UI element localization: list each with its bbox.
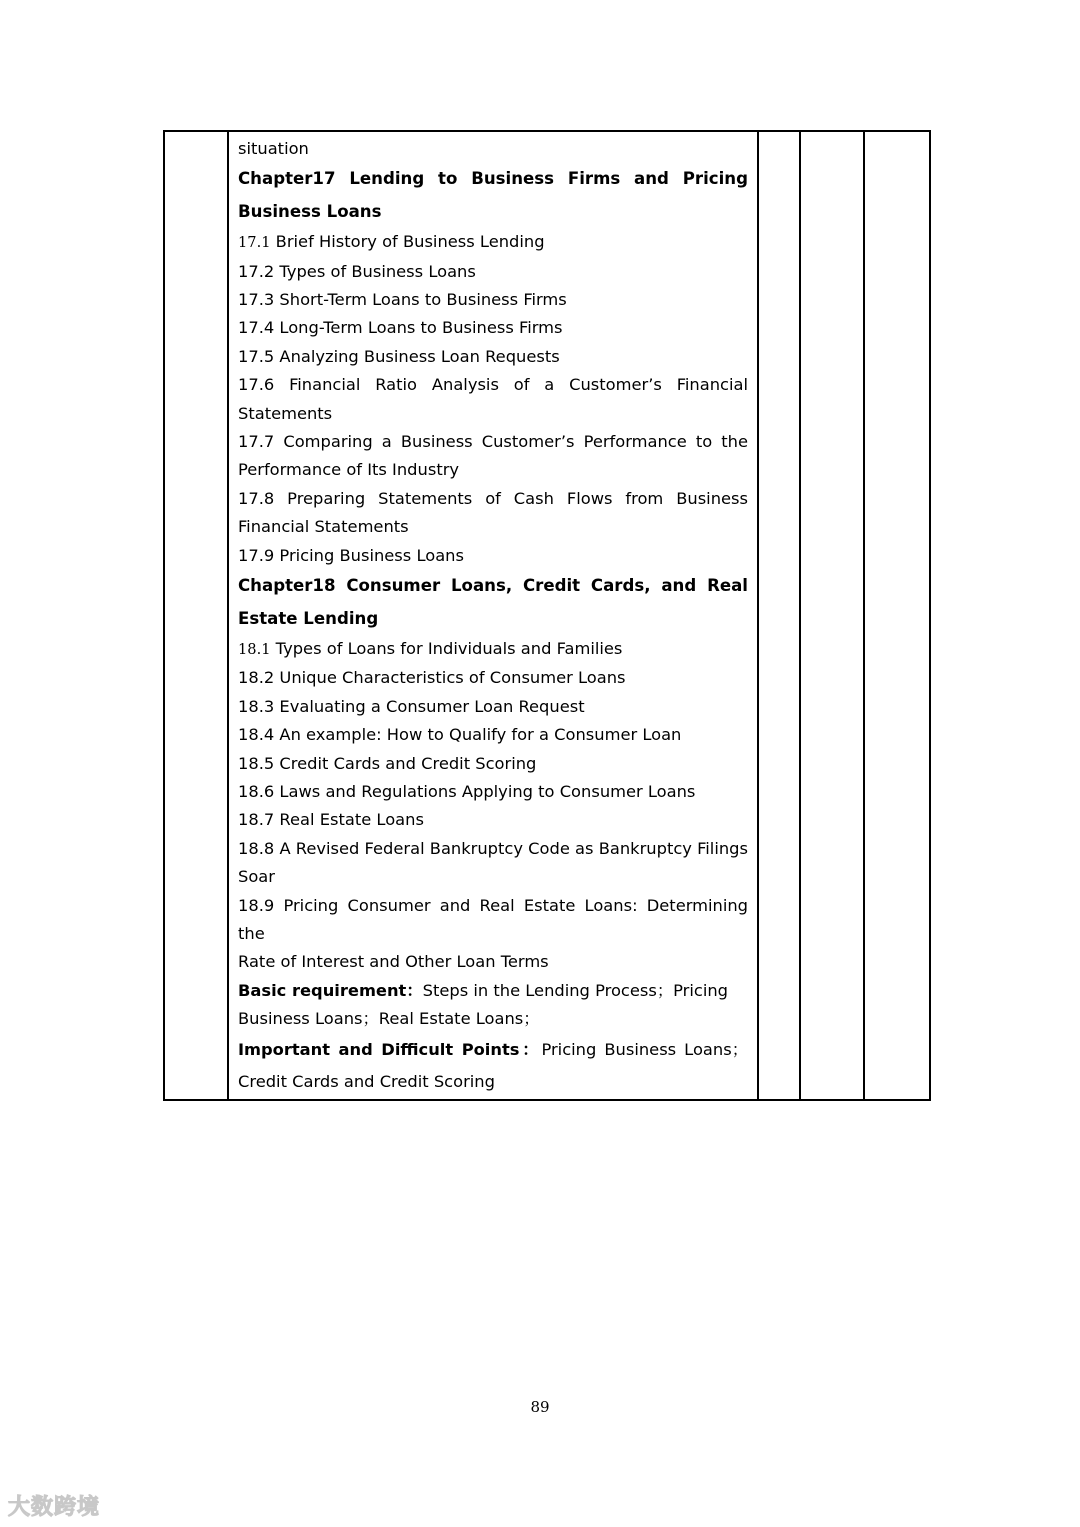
section-18-4: 18.4 An example: How to Qualify for a Consumer Loan [238,725,682,745]
section-17-9: 17.9 Pricing Business Loans [238,545,464,565]
page-number: 89 [530,1398,550,1416]
section-18-7: 18.7 Real Estate Loans [238,810,424,830]
section-17-1: 17.1 Brief History of Business Lending [238,232,545,252]
section-17-6-cont: Statements [238,403,333,423]
section-18-1: 18.1 Types of Loans for Individuals and Families [238,638,623,658]
section-18-8-cont: Soar [238,867,275,887]
section-18-9-cont: Rate of Interest and Other Loan Terms [238,952,549,972]
table-cell-empty-left [164,131,228,1100]
section-17-7: 17.7 Comparing a Business Customer’s Performance to the [238,432,748,452]
important-points: Important and Difficult Points：Pricing Business Loans； Credit Cards and Credit Scoring [238,1039,748,1091]
section-17-8: 17.8 Preparing Statements of Cash Flows from Business [238,488,748,508]
table-cell-empty-5 [864,131,930,1100]
section-18-6: 18.6 Laws and Regulations Applying to Consumer Loans [238,781,696,801]
section-18-2: 18.2 Unique Characteristics of Consumer Loans [238,668,626,688]
table-cell-empty-4 [800,131,864,1100]
watermark-logo: 大数跨境 [8,1495,101,1520]
section-18-3: 18.3 Evaluating a Consumer Loan Request [238,696,585,716]
section-17-5: 17.5 Analyzing Business Loan Requests [238,346,560,366]
basic-requirement: Basic requirement：Steps in the Lending Process；Pricing [238,980,728,1000]
section-17-4: 17.4 Long-Term Loans to Business Firms [238,318,563,338]
table-cell-content [228,131,758,1100]
basic-requirement-cont: Business Loans；Real Estate Loans； [238,1009,540,1029]
table-cell-empty-3 [758,131,800,1100]
section-18-5: 18.5 Credit Cards and Credit Scoring [238,753,537,773]
important-points-label: Important and Difficult Points： [238,1039,542,1059]
section-17-3: 17.3 Short-Term Loans to Business Firms [238,290,567,310]
section-17-6: 17.6 Financial Ratio Analysis of a Customer’s Financial [238,375,748,395]
syllabus-table [163,130,931,1101]
table-row [164,131,930,1100]
section-17-8-cont: Financial Statements [238,517,409,537]
chapter-17-heading: Chapter17 Lending to Business Firms and Pricing Business Loans [238,169,748,221]
section-17-7-cont: Performance of Its Industry [238,460,460,480]
section-18-8: 18.8 A Revised Federal Bankruptcy Code as Bankruptcy Filings [238,838,748,858]
basic-requirement-label: Basic requirement： [238,980,423,1000]
text-line: situation [238,139,309,158]
section-18-9: 18.9 Pricing Consumer and Real Estate Loans: Determining the [238,895,748,943]
chapter-18-heading: Chapter18 Consumer Loans, Credit Cards, and Real Estate Lending [238,576,748,628]
section-17-2: 17.2 Types of Business Loans [238,261,476,281]
